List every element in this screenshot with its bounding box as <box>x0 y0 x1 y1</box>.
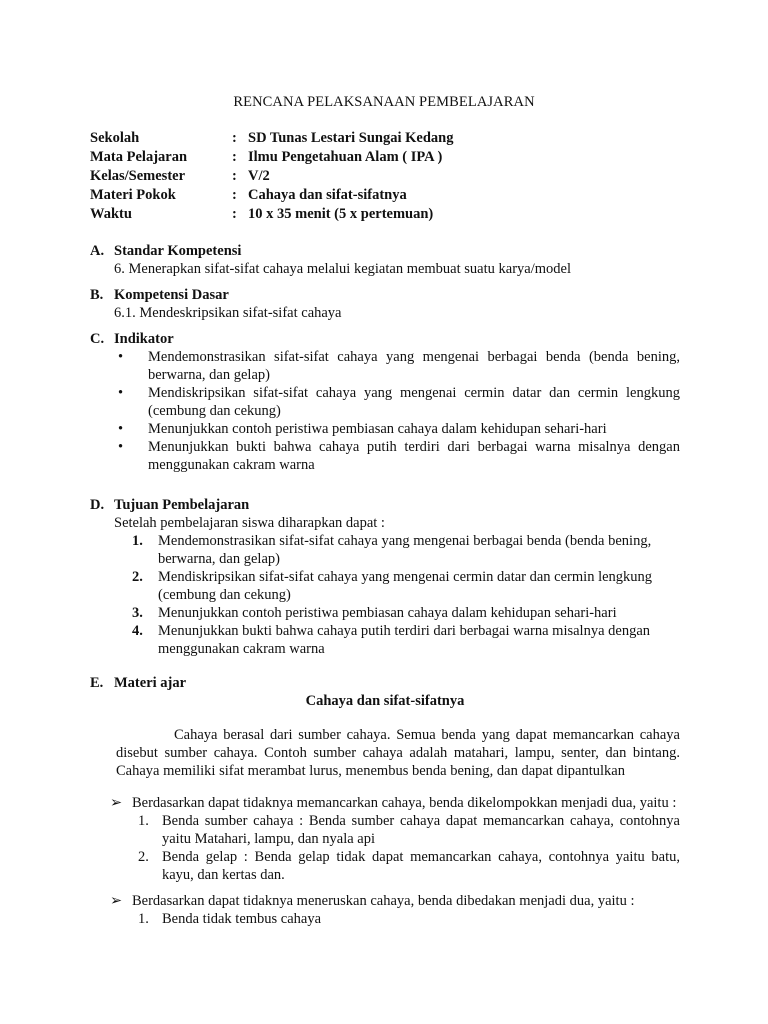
list-item <box>90 848 680 884</box>
section-heading <box>90 286 680 304</box>
section-heading <box>90 330 680 348</box>
list-number: 2. <box>138 849 149 865</box>
section-letter: B. <box>90 287 104 303</box>
section-kompetensi-dasar <box>90 286 680 322</box>
info-label: Mata Pelajaran <box>90 149 188 165</box>
list-item <box>90 794 680 812</box>
list-number: 1. <box>138 911 149 927</box>
section-standar-kompetensi <box>90 242 680 278</box>
section-heading <box>90 496 680 514</box>
list-number: 2. <box>132 569 143 585</box>
info-label: Materi Pokok <box>90 187 176 203</box>
info-value: 10 x 35 menit (5 x pertemuan) <box>248 206 434 222</box>
list-item <box>90 604 680 622</box>
section-letter: A. <box>90 243 105 259</box>
list-number: 3. <box>132 605 143 621</box>
section-text: 6. Menerapkan sifat-sifat cahaya melalui kegiatan membuat suatu karya/model <box>114 261 571 277</box>
info-colon: : <box>232 187 237 203</box>
section-heading <box>90 242 680 260</box>
info-value: V/2 <box>248 168 270 184</box>
arrow-bullet-icon: ➢ <box>110 893 123 909</box>
info-label: Kelas/Semester <box>90 168 186 184</box>
bullet-icon: • <box>118 439 124 455</box>
section-intro: Setelah pembelajaran siswa diharapkan dapat : <box>114 515 385 531</box>
info-row-waktu <box>90 205 454 224</box>
list-item-text: Benda sumber cahaya : Benda sumber cahaya dapat memancarkan cahaya, contohnya yaitu Matahari, lampu, dan nyala api <box>162 813 680 847</box>
list-item <box>90 532 680 568</box>
info-colon: : <box>232 168 237 184</box>
materi-paragraph: Cahaya berasal dari sumber cahaya. Semua benda yang dapat memancarkan cahaya disebut sumber cahaya. Contoh sumber cahaya adalah matahari, lampu, senter, dan bintang. Cahaya memiliki sifat merambat lurus, menembus benda bening, dan dapat dipantulkan <box>116 727 680 779</box>
list-item <box>90 420 680 438</box>
list-item <box>90 812 680 848</box>
info-label: Waktu <box>90 206 132 222</box>
info-value: Ilmu Pengetahuan Alam ( IPA ) <box>248 149 443 165</box>
list-item-text: Mendiskripsikan sifat-sifat cahaya yang mengenai cermin datar dan cermin lengkung (cembung dan cekung) <box>158 569 653 603</box>
info-label: Sekolah <box>90 130 140 146</box>
section-tujuan-pembelajaran <box>90 496 680 658</box>
info-value: Cahaya dan sifat-sifatnya <box>248 187 407 203</box>
list-item <box>90 438 680 474</box>
info-value: SD Tunas Lestari Sungai Kedang <box>248 130 454 146</box>
list-number: 1. <box>138 813 149 829</box>
info-colon: : <box>232 206 237 222</box>
info-row-kelas-semester <box>90 167 454 186</box>
section-letter: D. <box>90 497 105 513</box>
info-colon: : <box>232 149 237 165</box>
list-item-text: Berdasarkan dapat tidaknya meneruskan cahaya, benda dibedakan menjadi dua, yaitu : <box>132 893 635 909</box>
section-text: 6.1. Mendeskripsikan sifat-sifat cahaya <box>114 305 342 321</box>
document-title: RENCANA PELAKSANAAN PEMBELAJARAN <box>233 94 535 110</box>
list-item <box>90 910 680 928</box>
list-item <box>90 384 680 420</box>
section-indikator <box>90 330 680 474</box>
info-table <box>90 129 454 224</box>
list-item-text: Mendemonstrasikan sifat-sifat cahaya yang mengenai berbagai benda (benda bening, berwarna, dan gelap) <box>148 349 680 383</box>
list-item-text: Menunjukkan bukti bahwa cahaya putih terdiri dari berbagai warna misalnya dengan menggunakan cakram warna <box>158 623 651 657</box>
info-row-materi-pokok <box>90 186 454 205</box>
list-item-text: Mendemonstrasikan sifat-sifat cahaya yang mengenai berbagai benda (benda bening, berwarna, dan gelap) <box>158 533 652 567</box>
section-letter: E. <box>90 675 104 691</box>
section-title: Kompetensi Dasar <box>114 287 229 303</box>
list-item-text: Menunjukkan contoh peristiwa pembiasan cahaya dalam kehidupan sehari-hari <box>158 605 617 621</box>
list-item <box>90 568 680 604</box>
list-item <box>90 892 680 910</box>
list-item-text: Menunjukkan contoh peristiwa pembiasan cahaya dalam kehidupan sehari-hari <box>148 421 607 437</box>
section-title: Tujuan Pembelajaran <box>114 497 250 513</box>
list-item-text: Benda gelap : Benda gelap tidak dapat memancarkan cahaya, contohnya yaitu batu, kayu, dan kertas dan. <box>162 849 680 883</box>
section-materi-ajar <box>90 674 680 928</box>
info-row-sekolah <box>90 129 454 148</box>
list-item-text: Mendiskripsikan sifat-sifat cahaya yang mengenai cermin datar dan cermin lengkung (cembung dan cekung) <box>148 385 680 419</box>
section-heading <box>90 674 680 692</box>
list-number: 1. <box>132 533 143 549</box>
section-title: Indikator <box>114 331 174 347</box>
section-title: Standar Kompetensi <box>114 243 242 259</box>
list-item-text: Berdasarkan dapat tidaknya memancarkan cahaya, benda dikelompokkan menjadi dua, yaitu : <box>132 795 677 811</box>
list-number: 4. <box>132 623 143 639</box>
section-letter: C. <box>90 331 105 347</box>
section-title: Materi ajar <box>114 675 187 691</box>
info-colon: : <box>232 130 237 146</box>
bullet-icon: • <box>118 385 124 401</box>
info-row-mata-pelajaran <box>90 148 454 167</box>
materi-subtitle: Cahaya dan sifat-sifatnya <box>305 693 465 709</box>
bullet-icon: • <box>118 421 124 437</box>
list-item-text: Menunjukkan bukti bahwa cahaya putih terdiri dari berbagai warna misalnya dengan menggunakan cakram warna <box>148 439 680 473</box>
list-item <box>90 622 680 658</box>
list-item <box>90 348 680 384</box>
list-item-text: Benda tidak tembus cahaya <box>162 911 322 927</box>
bullet-icon: • <box>118 349 124 365</box>
arrow-bullet-icon: ➢ <box>110 795 123 811</box>
